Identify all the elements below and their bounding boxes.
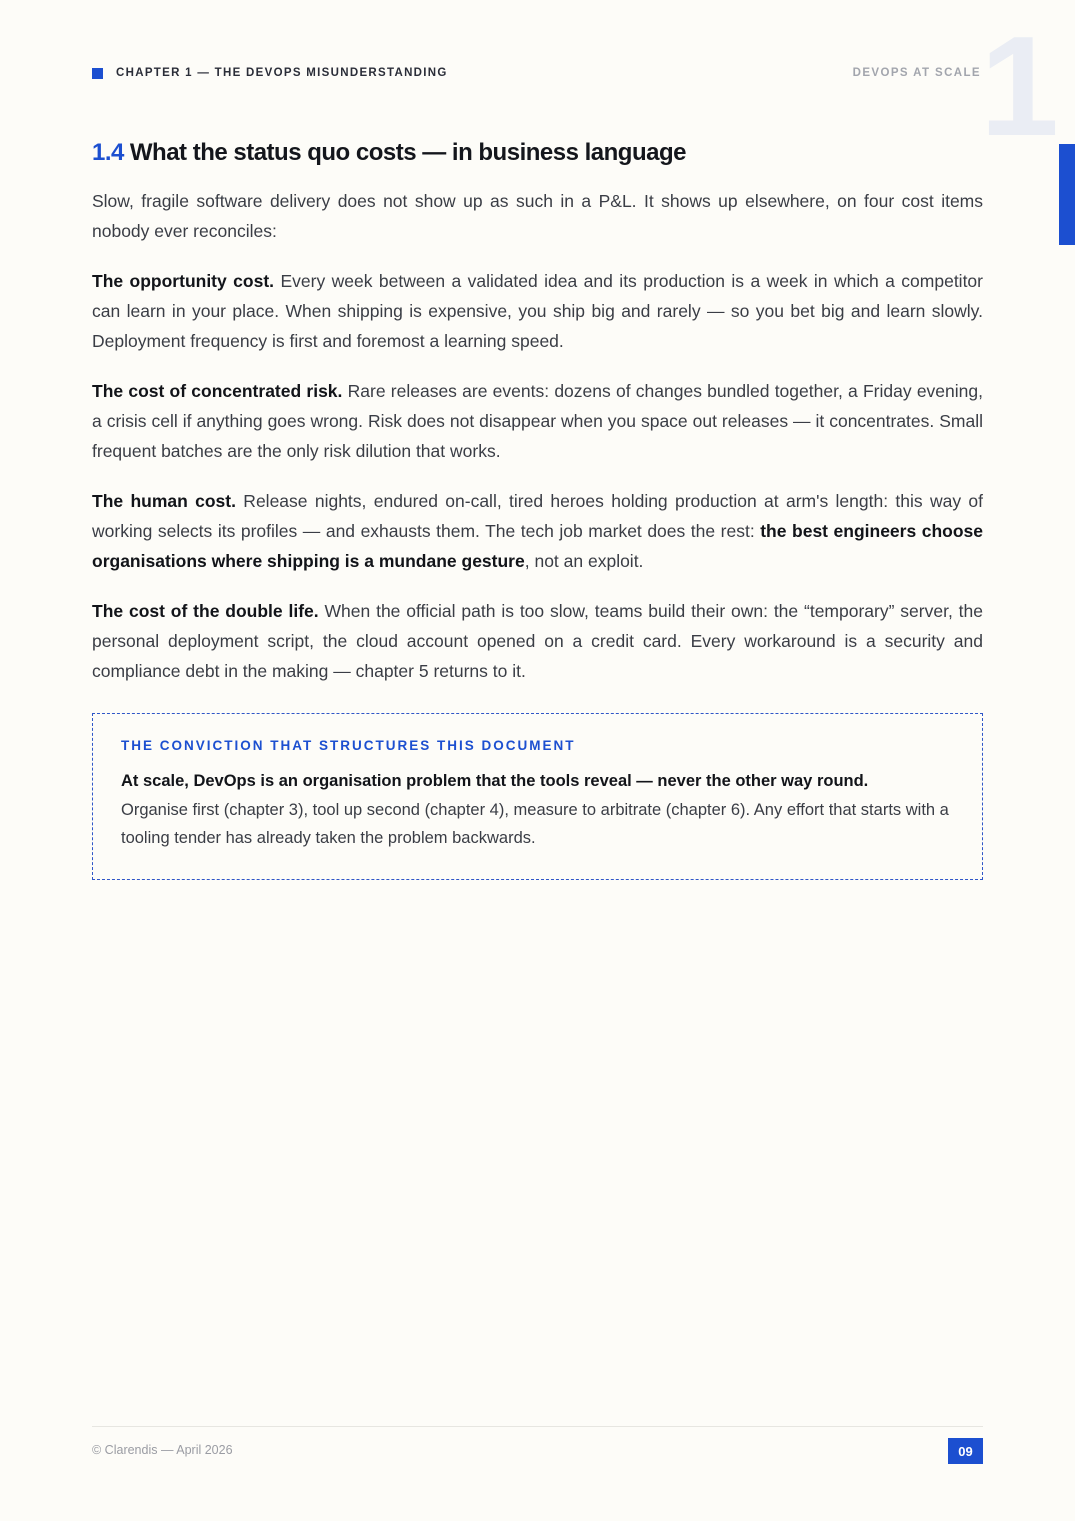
cost-lead: The human cost. [92, 491, 236, 511]
cost-tail: , not an exploit. [524, 551, 644, 571]
cost-text: Every week between a validated idea and its production is a week in which a competitor can learn in your place. When shipping is expensive, you ship big and rarely — so you bet big and learn slowly. Deployment frequency is first and foremost a learning speed. [92, 271, 983, 351]
callout-lead: At scale, DevOps is an organisation problem that the tools reveal — never the other way round. [121, 772, 869, 790]
cost-emphasis: the best engineers choose organisations where shipping is a mundane gesture [92, 521, 984, 571]
chapter-label: CHAPTER 1 — THE DEVOPS MISUNDERSTANDING [116, 67, 448, 79]
chapter-numeral-watermark: 1 [980, 7, 1059, 166]
running-title: DEVOPS AT SCALE [852, 67, 981, 79]
cost-lead: The cost of concentrated risk. [92, 381, 343, 401]
cost-paragraph-concentrated-risk [92, 376, 983, 466]
section-title: What the status quo costs — in business language [129, 139, 686, 166]
intro-paragraph: Slow, fragile software delivery does not show up as such in a P&L. It shows up elsewhere, on four cost items nobody ever reconciles: [92, 191, 983, 241]
chapter-side-tab [1059, 144, 1075, 245]
footer-copyright: © Clarendis — April 2026 [92, 1443, 233, 1457]
callout-label: THE CONVICTION THAT STRUCTURES THIS DOCUMENT [121, 738, 576, 753]
footer-divider [92, 1426, 983, 1427]
callout-text: Organise first (chapter 3), tool up second (chapter 4), measure to arbitrate (chapter 6). Any effort that starts with a tooling tender has already taken the problem backwards. [121, 800, 949, 847]
cost-paragraph-double-life [92, 596, 983, 686]
running-header-chapter [92, 67, 448, 79]
cost-text: Release nights, endured on-call, tired heroes holding production at arm's length: this way of working selects its profiles — and exhausts them. The tech job market does the rest: [92, 491, 983, 541]
main-content [92, 136, 983, 880]
cost-text: When the official path is too slow, teams build their own: the “temporary” server, the personal deployment script, the cloud account opened on a credit card. Every workaround is a security and compliance debt in the making — chapter 5 returns to it. [92, 601, 983, 681]
cost-paragraph-opportunity [92, 266, 983, 356]
square-bullet-icon [92, 68, 103, 79]
section-heading [92, 136, 983, 170]
cost-lead: The opportunity cost. [92, 271, 275, 291]
cost-text: Rare releases are events: dozens of changes bundled together, a Friday evening, a crisis cell if anything goes wrong. Risk does not disappear when you space out releases — it concentrates. Small frequent batches are the only risk dilution that works. [92, 381, 983, 461]
cost-lead: The cost of the double life. [92, 601, 319, 621]
cost-paragraph-human [92, 486, 983, 576]
page-number-badge: 09 [948, 1438, 983, 1464]
conviction-callout [92, 713, 983, 880]
callout-body [121, 767, 954, 853]
section-number: 1.4 [92, 139, 124, 166]
